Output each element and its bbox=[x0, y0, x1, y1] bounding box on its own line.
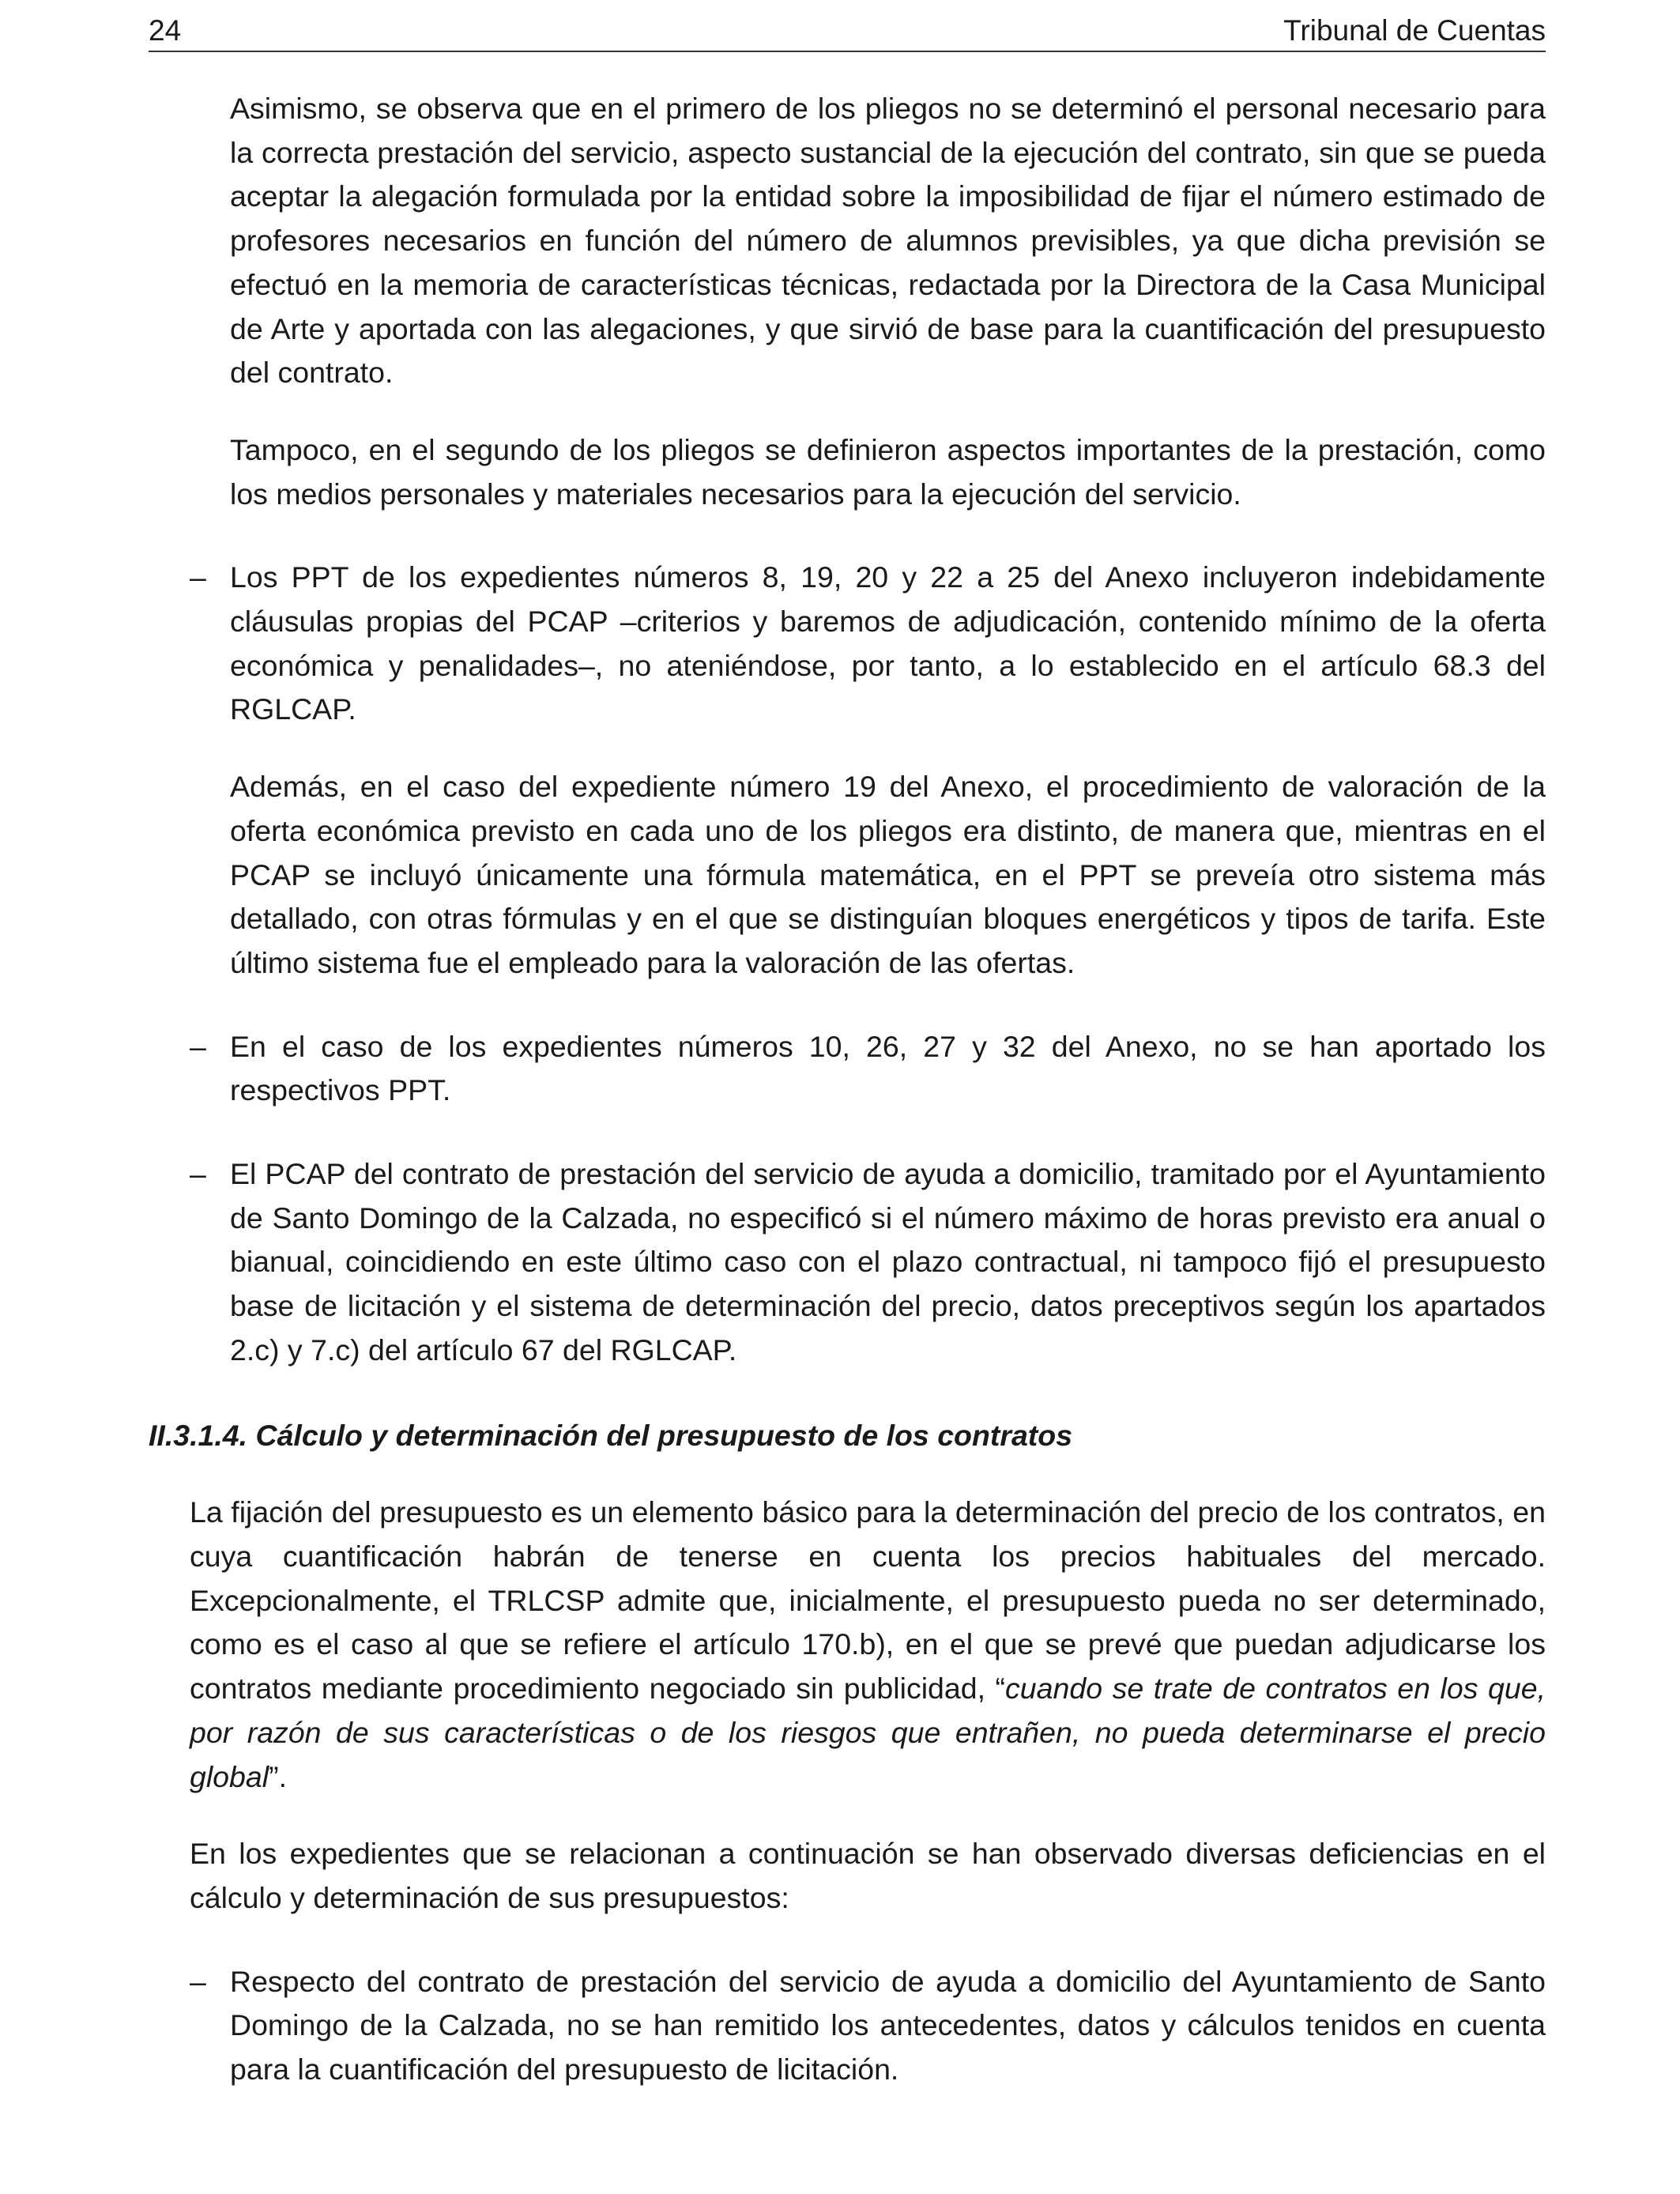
body-text bbox=[149, 87, 1546, 2092]
bullet-dash: – bbox=[190, 560, 206, 594]
list-item bbox=[149, 1960, 1546, 2092]
list-item-text: Respecto del contrato de prestación del servicio de ayuda a domicilio del Ayuntamiento de Santo Domingo de la Calzada, no se han remitido los antecedentes, datos y cálculos tenidos en cuenta para la cuantificación del presupuesto de licitación. bbox=[230, 1964, 1546, 2087]
page-header bbox=[149, 13, 1546, 52]
section-heading: II.3.1.4. Cálculo y determinación del presupuesto de los contratos bbox=[149, 1418, 1073, 1452]
bullet-dash: – bbox=[190, 1157, 206, 1191]
paragraph: Además, en el caso del expediente número 19 del Anexo, el procedimiento de valoración de la oferta económica previsto en cada uno de los pliegos era distinto, de manera que, mientras en el PCAP se incluyó únicamente una fórmula matemática, en el PPT se preveía otro sistema más detallado, con otras fórmulas y en el que se distinguían bloques energéticos y tipos de tarifa. Este último sistema fue el empleado para la valoración de las ofertas. bbox=[230, 770, 1546, 979]
paragraph-text: La fijación del presupuesto es un elemento básico para la determinación del precio de los contratos, en cuya cuantificación habrán de tenerse en cuenta los precios habituales del mercado. Excepcionalmente, el TRLCSP admite que, inicialmente, el presupuesto pueda no ser determinado, como es el caso al que se refiere el artículo 170.b), en el que se prevé que puedan adjudicarse los contratos mediante procedimiento negociado sin publicidad, “ bbox=[190, 1495, 1546, 1706]
paragraph-text: ”. bbox=[269, 1759, 288, 1793]
paragraph: Asimismo, se observa que en el primero de los pliegos no se determinó el personal necesario para la correcta prestación del servicio, aspecto sustancial de la ejecución del contrato, sin que se pueda aceptar la alegación formulada por la entidad sobre la imposibilidad de fijar el número estimado de profesores necesarios en función del número de alumnos previsibles, ya que dicha previsión se efectuó en la memoria de características técnicas, redactada por la Directora de la Casa Municipal de Arte y aportada con las alegaciones, y que sirvió de base para la cuantificación del presupuesto del contrato. bbox=[230, 92, 1546, 390]
bullet-dash: – bbox=[190, 1964, 206, 1998]
paragraph: Tampoco, en el segundo de los pliegos se definieron aspectos importantes de la prestación, como los medios personales y materiales necesarios para la ejecución del servicio. bbox=[230, 432, 1546, 511]
bullet-dash: – bbox=[190, 1029, 206, 1063]
list-item-text: Los PPT de los expedientes números 8, 19, 20 y 22 a 25 del Anexo incluyeron indebidamente cláusulas propias del PCAP –criterios y baremos de adjudicación, contenido mínimo de la oferta económica y penalidades–, no ateniéndose, por tanto, a lo establecido en el artículo 68.3 del RGLCAP. bbox=[230, 560, 1546, 726]
list-item-text: En el caso de los expedientes números 10, 26, 27 y 32 del Anexo, no se han aportado los respectivos PPT. bbox=[230, 1029, 1546, 1107]
quoted-text: cuando se trate de contratos en los que, por razón de sus características o de los riesgos que entrañen, no pueda determinarse el precio global bbox=[190, 1672, 1546, 1793]
list-item bbox=[149, 1152, 1546, 1373]
paragraph bbox=[190, 1491, 1546, 1799]
page-number: 24 bbox=[149, 14, 182, 47]
paragraph: En los expedientes que se relacionan a continuación se han observado diversas deficiencias en el cálculo y determinación de sus presupuestos: bbox=[190, 1837, 1546, 1914]
list-item bbox=[149, 1025, 1546, 1113]
list-item-text: El PCAP del contrato de prestación del servicio de ayuda a domicilio, tramitado por el Ayuntamiento de Santo Domingo de la Calzada, no especificó si el número máximo de horas previsto era anual o bianual, coincidiendo en este último caso con el plazo contractual, ni tampoco fijó el presupuesto base de licitación y el sistema de determinación del precio, datos preceptivos según los apartados 2.c) y 7.c) del artículo 67 del RGLCAP. bbox=[230, 1157, 1546, 1367]
running-title: Tribunal de Cuentas bbox=[1283, 14, 1546, 47]
list-item bbox=[149, 556, 1546, 732]
